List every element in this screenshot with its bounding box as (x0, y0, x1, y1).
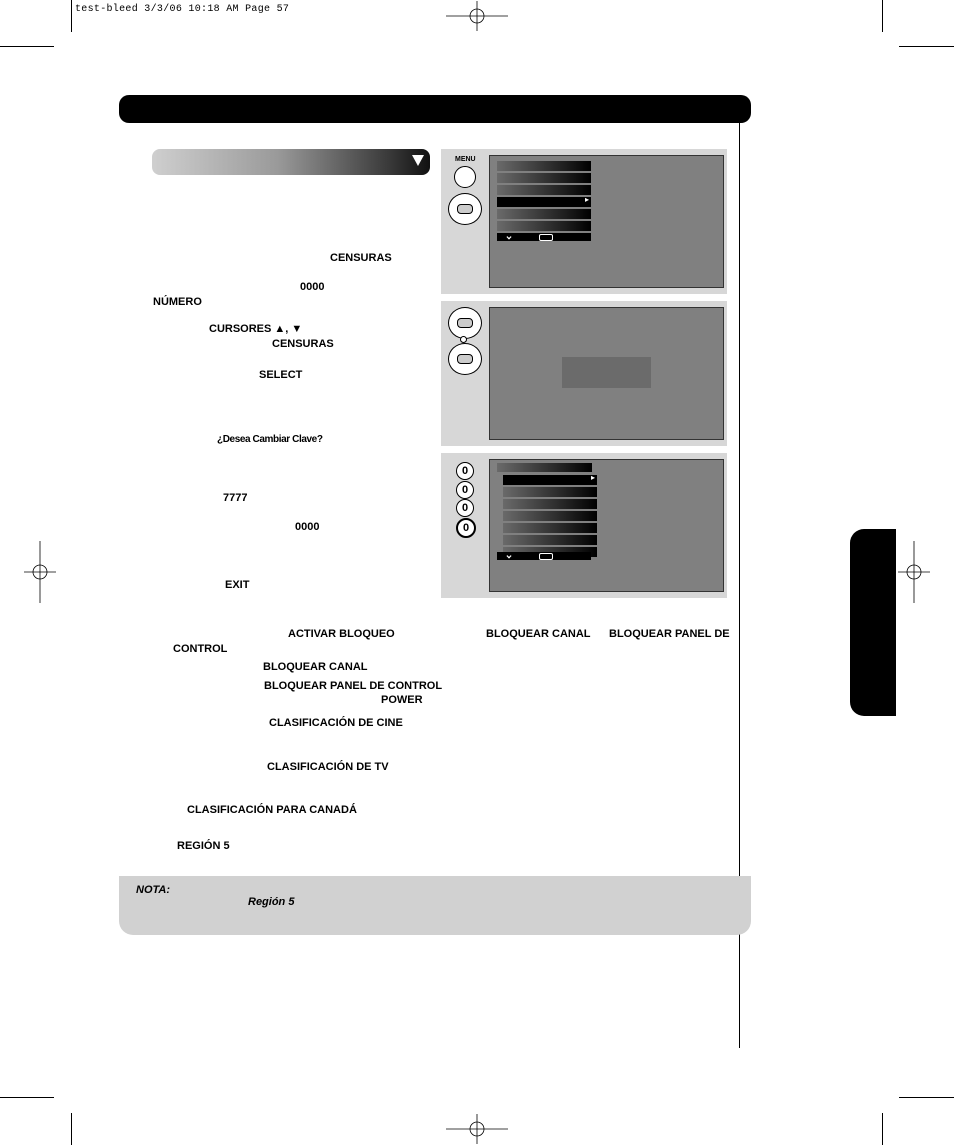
osd-menu (503, 475, 597, 559)
text-control: CONTROL (173, 643, 228, 655)
code-dialog (562, 357, 651, 388)
illustration-panel-menu (441, 149, 727, 294)
number-button-icon: 0 (456, 481, 474, 499)
header-bar (119, 95, 751, 123)
dpad-icon (448, 307, 482, 339)
dpad-icon (448, 193, 482, 225)
illustration-panel-numbers (441, 453, 727, 598)
text-clasificacion-tv: CLASIFICACIÓN DE TV (267, 761, 389, 773)
registration-mark-icon (898, 541, 930, 603)
print-slug: test-bleed 3/3/06 10:18 AM Page 57 (75, 4, 290, 15)
text-code: 0000 (300, 281, 325, 293)
text-power: POWER (381, 694, 423, 706)
text-bloquear-panel: BLOQUEAR PANEL DE (609, 628, 730, 640)
illustration-panel-code (441, 301, 727, 446)
text-code: 7777 (223, 492, 248, 504)
text-censuras: CENSURAS (330, 252, 392, 264)
side-tab (850, 529, 896, 716)
osd-title-row (497, 463, 592, 472)
registration-mark-icon (24, 541, 56, 603)
note-box (119, 876, 751, 935)
text-bloquear-canal: BLOQUEAR CANAL (263, 661, 368, 673)
number-button-icon: 0 (456, 462, 474, 480)
text-censuras: CENSURAS (272, 338, 334, 350)
number-button-icon: 0 (456, 499, 474, 517)
text-code: 0000 (295, 521, 320, 533)
tv-screen (489, 459, 724, 592)
note-region: Región 5 (248, 896, 295, 908)
tv-screen (489, 307, 724, 440)
text-clasificacion-canada: CLASIFICACIÓN PARA CANADÁ (187, 804, 357, 816)
text-region: REGIÓN 5 (177, 840, 230, 852)
down-triangle-icon (412, 155, 424, 166)
text-exit: EXIT (225, 579, 250, 591)
menu-button-icon (454, 166, 476, 188)
osd-footer (497, 552, 591, 560)
registration-mark-icon (446, 1, 508, 31)
number-button-icon: 0 (456, 518, 476, 538)
text-bloquear-panel-control: BLOQUEAR PANEL DE CONTROL (264, 680, 443, 692)
enter-button-icon (460, 336, 467, 343)
dpad-icon (448, 343, 482, 375)
text-cursores: CURSORES ▲, ▼ (209, 323, 303, 335)
registration-mark-icon (446, 1114, 508, 1144)
text-desea-cambiar: ¿Desea Cambiar Clave? (217, 434, 323, 445)
note-label: NOTA: (136, 884, 171, 896)
section-bar (152, 149, 430, 175)
text-numero: NÚMERO (153, 296, 202, 308)
osd-menu (497, 161, 591, 241)
text-select: SELECT (259, 369, 303, 381)
text-clasificacion-cine: CLASIFICACIÓN DE CINE (269, 717, 403, 729)
text-bloquear-canal: BLOQUEAR CANAL (486, 628, 591, 640)
text-activar-bloqueo: ACTIVAR BLOQUEO (288, 628, 395, 640)
menu-label: MENU (455, 156, 476, 163)
tv-screen (489, 155, 724, 288)
